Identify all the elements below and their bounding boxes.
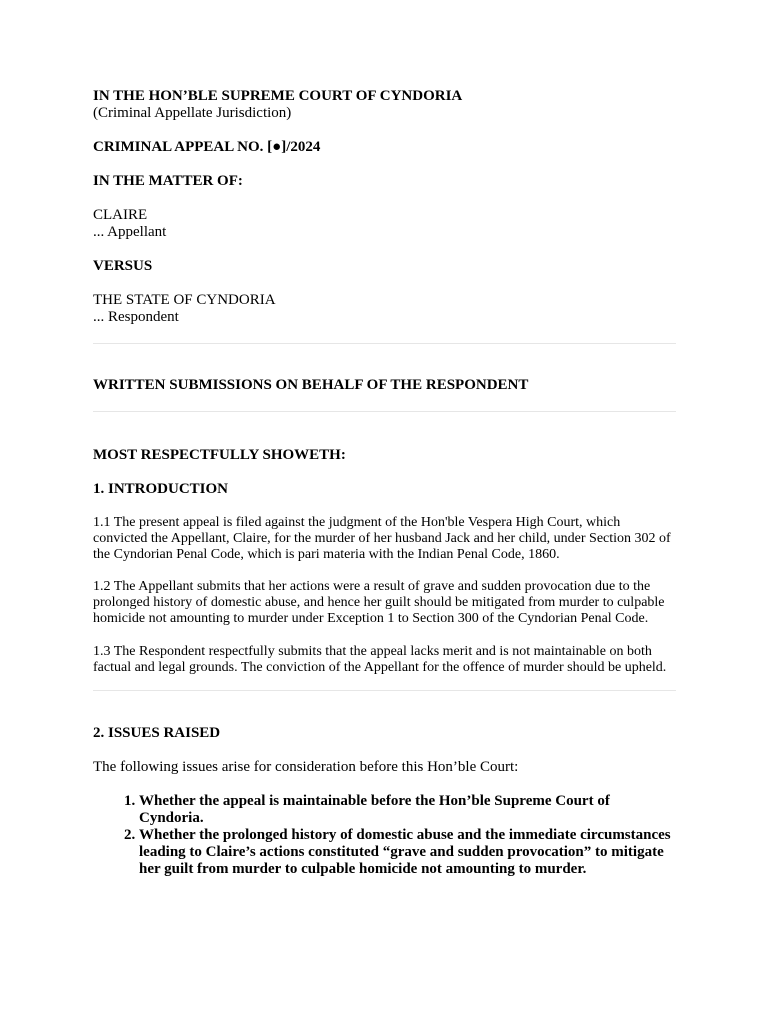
issues-list — [93, 793, 676, 878]
case-number: CRIMINAL APPEAL NO. [●]/2024 — [93, 139, 321, 155]
introduction-paragraph-3: 1.3 The Respondent respectfully submits that the appeal lacks merit and is not maintainable on both factual and legal grounds. The conviction of the Appellant for the offence of murder should be upheld. — [93, 643, 667, 675]
document-title: WRITTEN SUBMISSIONS ON BEHALF OF THE RESPONDENT — [93, 377, 529, 393]
introduction-heading: 1. INTRODUCTION — [93, 481, 229, 497]
issues-heading: 2. ISSUES RAISED — [93, 725, 221, 742]
issue-item-1: 1. Whether the appeal is maintainable before the Hon’ble Supreme Court of Cyndoria. — [139, 793, 676, 827]
respondent-role: ... Respondent — [93, 309, 179, 325]
introduction-paragraph-1: 1.1 The present appeal is filed against the judgment of the Hon'ble Vespera High Court, which convicted the Appellant, Claire, for the murder of her husband Jack and her child, under Section 302 of the Cyndorian Penal Code, which is pari materia with the Indian Penal Code, 1860. — [93, 515, 671, 562]
salutation: MOST RESPECTFULLY SHOWETH: — [93, 447, 346, 463]
court-name: IN THE HON’BLE SUPREME COURT OF CYNDORIA — [93, 88, 463, 104]
issues-intro: The following issues arise for consideration before this Hon’ble Court: — [93, 759, 519, 776]
introduction-paragraph-2: 1.2 The Appellant submits that her actions were a result of grave and sudden provocation due to the prolonged history of domestic abuse, and hence her guilt should be mitigated from murder to culpable homicide not amounting to murder under Exception 1 to Section 300 of the Cyndorian Penal Code. — [93, 579, 665, 626]
appellant-name: CLAIRE — [93, 207, 148, 223]
issue-item-2: 2. Whether the prolonged history of domestic abuse and the immediate circumstances leading to Claire’s actions constituted “grave and sudden provocation” to mitigate her guilt from murder to culpable homicide not amounting to murder. — [139, 827, 676, 878]
respondent-name: THE STATE OF CYNDORIA — [93, 292, 276, 308]
versus-label: VERSUS — [93, 258, 153, 274]
appellant-role: ... Appellant — [93, 224, 167, 240]
court-jurisdiction: (Criminal Appellate Jurisdiction) — [93, 105, 292, 121]
matter-heading: IN THE MATTER OF: — [93, 173, 243, 189]
document-content — [93, 88, 676, 878]
